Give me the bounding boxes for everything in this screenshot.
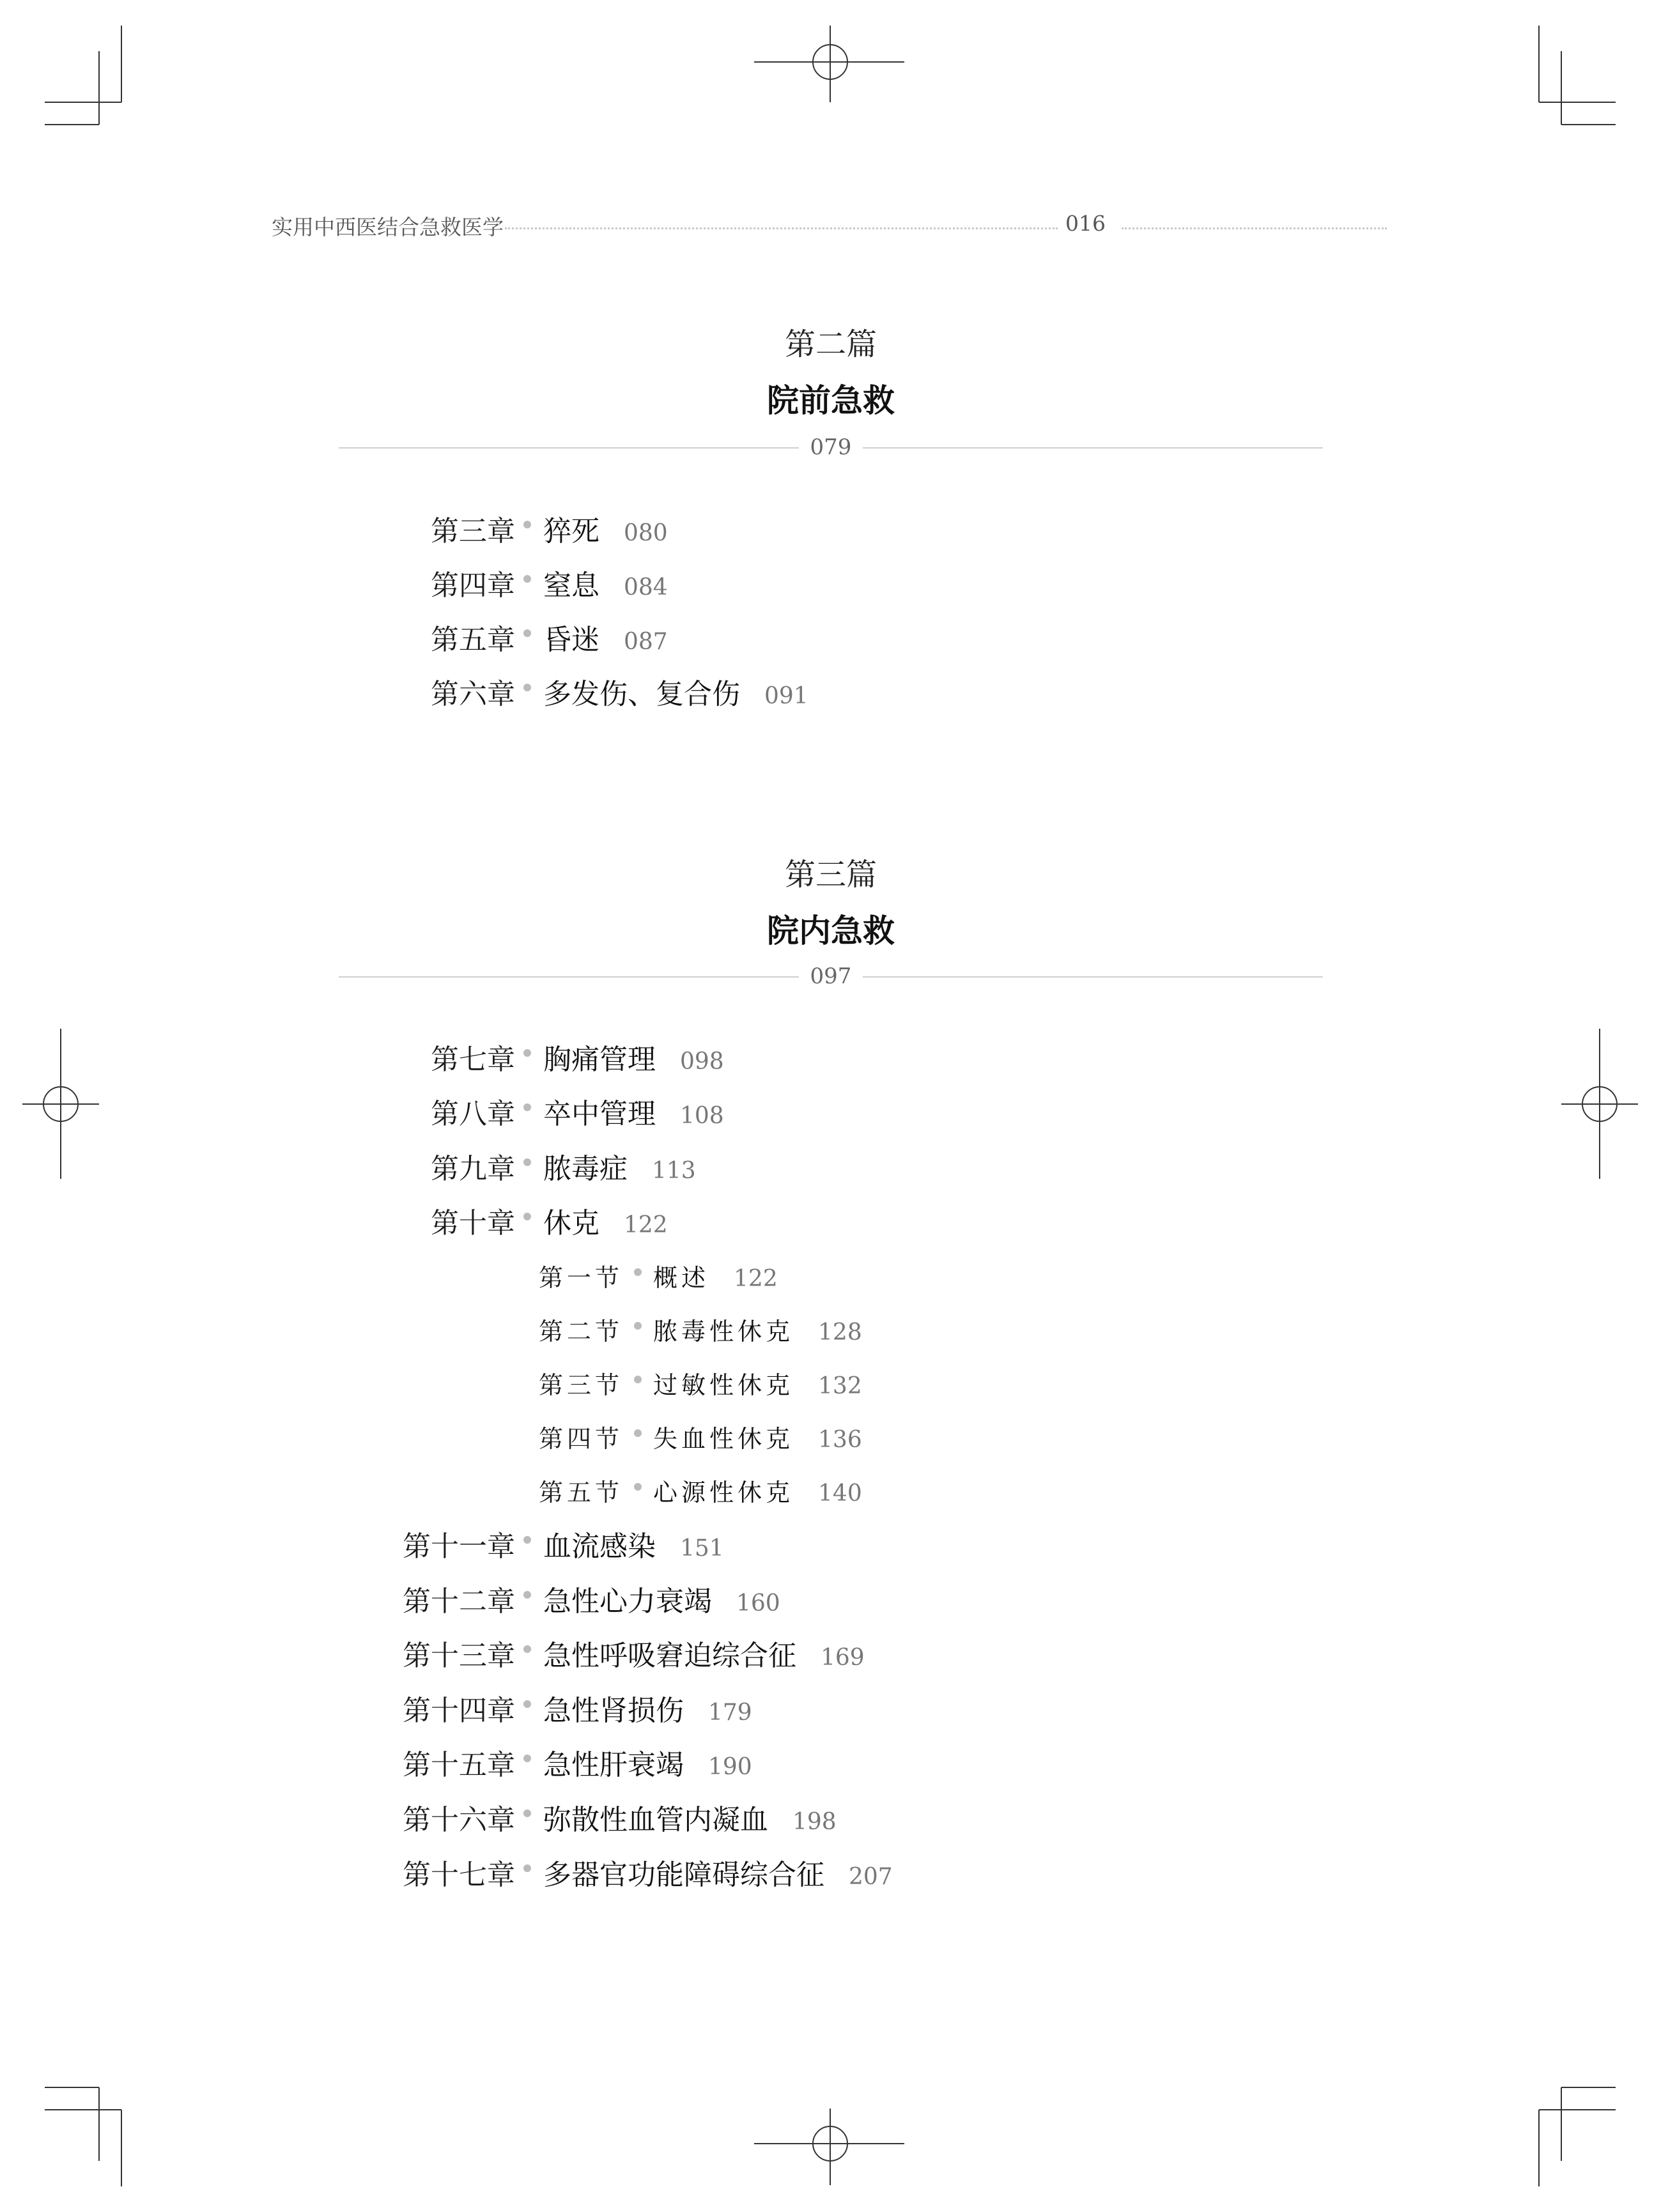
bullet-dot-icon [523, 1213, 531, 1220]
entry-number: 第三节 [538, 1371, 623, 1399]
part-rule [339, 434, 1323, 460]
bullet-dot-icon [523, 1755, 531, 1762]
part-heading [339, 319, 1323, 421]
entry-title: 心源性休克 [653, 1479, 794, 1507]
entry-title: 急性心力衰竭 [543, 1585, 712, 1618]
part-number: 第三篇 [784, 857, 877, 893]
entry-number: 第六章 [431, 678, 515, 710]
toc-chapter-entry[interactable] [0, 671, 1661, 709]
toc-section-entry[interactable] [0, 1415, 1661, 1454]
toc-chapter-entry[interactable] [0, 1091, 1661, 1129]
entry-body [543, 1797, 837, 1838]
entry-number: 第三章 [431, 515, 515, 548]
toc-chapter-entry[interactable] [0, 1742, 1661, 1780]
entry-page: 122 [734, 1266, 778, 1292]
divider [863, 976, 1323, 978]
entry-body [543, 508, 668, 549]
toc-section-entry[interactable] [0, 1469, 1661, 1507]
toc-section-entry[interactable] [0, 1254, 1661, 1293]
entry-number: 第二节 [538, 1317, 623, 1346]
entry-title: 血流感染 [543, 1530, 656, 1563]
bullet-dot-icon [523, 1536, 531, 1544]
toc-chapter-entry[interactable] [0, 1523, 1661, 1562]
entry-body [543, 1687, 752, 1728]
bullet-dot-icon [523, 1809, 531, 1817]
entry-page: 080 [624, 520, 668, 546]
book-title: 实用中西医结合急救医学 [272, 215, 504, 240]
entry-page: 084 [624, 574, 668, 601]
entry-page: 132 [818, 1373, 862, 1399]
bullet-dot-icon [634, 1322, 642, 1330]
entry-title: 脓毒性休克 [653, 1317, 794, 1346]
toc-chapter-entry[interactable] [0, 1687, 1661, 1726]
page-number: 016 [1065, 211, 1106, 236]
bullet-dot-icon [634, 1376, 642, 1383]
entry-number: 第十七章 [403, 1859, 515, 1891]
divider [863, 447, 1323, 449]
entry-number: 第一节 [538, 1264, 623, 1292]
entry-number: 第七章 [431, 1043, 515, 1076]
entry-body [653, 1258, 778, 1293]
entry-body [543, 562, 668, 603]
toc-section-entry[interactable] [0, 1362, 1661, 1400]
toc-chapter-entry[interactable] [0, 1797, 1661, 1835]
divider [339, 976, 799, 978]
toc-chapter-entry[interactable] [0, 1852, 1661, 1890]
bullet-dot-icon [523, 1591, 531, 1599]
entry-body [653, 1365, 862, 1401]
entry-number: 第十六章 [403, 1804, 515, 1836]
entry-body [543, 671, 808, 712]
entry-page: 122 [624, 1212, 668, 1238]
entry-number: 第十二章 [403, 1585, 515, 1618]
entry-body [653, 1312, 862, 1347]
bullet-dot-icon [523, 629, 531, 637]
entry-title: 猝死 [543, 515, 599, 548]
entry-number: 第八章 [431, 1098, 515, 1130]
running-header [272, 211, 1387, 249]
entry-body [543, 1632, 865, 1673]
entry-title: 急性肝衰竭 [543, 1749, 684, 1781]
entry-body [543, 1036, 724, 1077]
entry-number: 第五章 [431, 624, 515, 656]
part-page-number: 097 [810, 964, 852, 989]
entry-number: 第四章 [431, 569, 515, 602]
bullet-dot-icon [634, 1429, 642, 1437]
entry-page: 140 [818, 1480, 862, 1507]
bullet-dot-icon [523, 1103, 531, 1111]
toc-section-entry[interactable] [0, 1308, 1661, 1346]
entry-page: 207 [849, 1864, 893, 1890]
entry-page: 160 [736, 1590, 780, 1617]
entry-title: 过敏性休克 [653, 1371, 794, 1399]
entry-number: 第九章 [431, 1153, 515, 1185]
entry-title: 急性呼吸窘迫综合征 [543, 1640, 796, 1672]
entry-page: 113 [652, 1158, 696, 1184]
bullet-dot-icon [523, 1864, 531, 1872]
toc-chapter-entry[interactable] [0, 1146, 1661, 1184]
entry-page: 198 [792, 1809, 837, 1835]
entry-number: 第十章 [431, 1207, 515, 1240]
entry-page: 136 [818, 1427, 862, 1453]
leader-dots [1122, 227, 1387, 229]
entry-title: 多发伤、复合伤 [543, 678, 740, 710]
toc-chapter-entry[interactable] [0, 562, 1661, 601]
toc-chapter-entry[interactable] [0, 1632, 1661, 1671]
entry-page: 169 [821, 1645, 865, 1671]
part-title[interactable]: 院前急救 [767, 381, 895, 419]
entry-title: 概述 [653, 1264, 710, 1292]
toc-chapter-entry[interactable] [0, 508, 1661, 546]
bullet-dot-icon [523, 575, 531, 583]
bullet-dot-icon [523, 1049, 531, 1057]
entry-body [653, 1419, 862, 1454]
bullet-dot-icon [523, 521, 531, 528]
entry-title: 卒中管理 [543, 1098, 656, 1130]
bullet-dot-icon [523, 684, 531, 691]
entry-page: 179 [708, 1700, 752, 1726]
entry-body [653, 1473, 862, 1508]
part-page-number: 079 [810, 434, 852, 460]
entry-page: 098 [680, 1048, 724, 1075]
entry-title: 窒息 [543, 569, 599, 602]
bullet-dot-icon [523, 1158, 531, 1166]
entry-body [543, 1523, 724, 1564]
entry-title: 脓毒症 [543, 1153, 628, 1185]
entry-page: 128 [818, 1319, 862, 1346]
part-number: 第二篇 [784, 326, 877, 362]
toc-chapter-entry[interactable] [0, 1200, 1661, 1238]
bullet-dot-icon [523, 1645, 531, 1653]
bullet-dot-icon [634, 1483, 642, 1491]
entry-page: 151 [680, 1535, 724, 1562]
leader-dots [505, 227, 1058, 229]
entry-number: 第五节 [538, 1479, 623, 1507]
entry-number: 第十四章 [403, 1694, 515, 1727]
entry-number: 第十一章 [403, 1530, 515, 1563]
entry-body [543, 1146, 696, 1187]
toc-chapter-entry[interactable] [0, 1036, 1661, 1075]
entry-title: 胸痛管理 [543, 1043, 656, 1076]
entry-body [543, 617, 668, 657]
entry-number: 第十五章 [403, 1749, 515, 1781]
entry-body [543, 1091, 724, 1132]
entry-title: 急性肾损伤 [543, 1694, 684, 1727]
entry-title: 失血性休克 [653, 1425, 794, 1453]
entry-body [543, 1200, 668, 1241]
entry-title: 多器官功能障碍综合征 [543, 1859, 824, 1891]
toc-chapter-entry[interactable] [0, 617, 1661, 655]
divider [339, 447, 799, 449]
entry-page: 091 [764, 683, 808, 709]
entry-title: 昏迷 [543, 624, 599, 656]
part-title[interactable]: 院内急救 [767, 912, 895, 949]
bullet-dot-icon [634, 1268, 642, 1276]
entry-body [543, 1742, 752, 1783]
entry-number: 第四节 [538, 1425, 623, 1453]
entry-body [543, 1578, 780, 1619]
entry-page: 190 [708, 1754, 752, 1780]
toc-chapter-entry[interactable] [0, 1578, 1661, 1617]
entry-page: 087 [624, 629, 668, 655]
entry-body [543, 1852, 893, 1893]
part-rule [339, 964, 1323, 989]
entry-title: 弥散性血管内凝血 [543, 1804, 768, 1836]
entry-title: 休克 [543, 1207, 599, 1240]
part-heading [339, 850, 1323, 951]
entry-number: 第十三章 [403, 1640, 515, 1672]
entry-page: 108 [680, 1103, 724, 1129]
bullet-dot-icon [523, 1700, 531, 1708]
